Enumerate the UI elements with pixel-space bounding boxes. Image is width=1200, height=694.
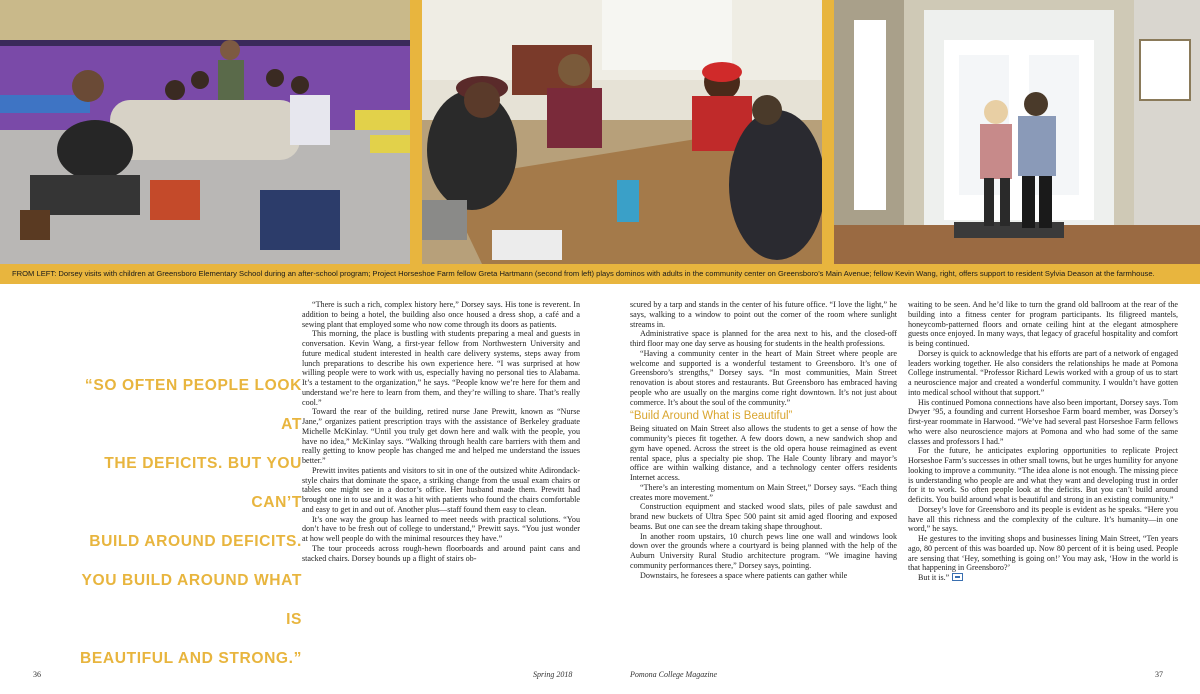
pull-quote-line: “SO OFTEN PEOPLE LOOK AT xyxy=(84,377,302,433)
paragraph: scured by a tarp and stands in the center of his future office. “I love the light,” he says, walking to a window to point out the corner of the room where sunlight streams in. xyxy=(630,300,897,329)
paragraph: For the future, he anticipates exploring opportunities to replicate Project Horseshoe Farm’s successes in other small towns, but he urges humility for anyone looking to improve a community. “The idea alone is not enough. The missing piece is understanding who people are and what they want and developing trust in order for it to work. So often people look at the deficits. But you can’t build around deficits. You build around what is beautiful and strong in an existing community.” xyxy=(908,446,1178,504)
farmhouse-photo xyxy=(834,0,1200,264)
paragraph: This morning, the place is bustling with students preparing a meal and guests in conversation. Kevin Wang, a first-year fellow from Northwestern University and future medical student interested in health care delivery systems, steps away from lunch preparations to describe his own experience here. “I was surprised at how willing people were to work with us, especially having no personal ties to Alabama. It’s a testament to the organization,” he says. “People know we’re here for them and understand we’re here to learn from them, and they’re willing to share. That’s really cool.” xyxy=(302,329,580,407)
magazine-title: Pomona College Magazine xyxy=(630,670,718,679)
page-number-left: 36 xyxy=(33,670,41,679)
paragraph: Being situated on Main Street also allows the students to get a sense of how the community’s pieces fit together. A few doors down, a new sandwich shop and gym have opened. Across the street is the old opera house reimagined as event rental space, plus a specialty pie shop. The Hale County library and mayor’s office are within walking distance, and a technology center offers residents Internet access. xyxy=(630,424,897,482)
paragraph-final xyxy=(908,573,1178,583)
paragraph: The tour proceeds across rough-hewn floorboards and around paint cans and stacked chairs. Dorsey bounds up a flight of stairs ob- xyxy=(302,543,580,563)
article-column-1 xyxy=(302,300,580,563)
paragraph: He gestures to the inviting shops and businesses lining Main Street, “Ten years ago, 80 percent of this was boarded up. Now 80 percent of it is being used. People are sensing that ‘Hey, something is going on!’ You may ask, ‘How in the world is that happening in Greensboro?’ xyxy=(908,534,1178,573)
paragraph: Administrative space is planned for the area next to his, and the closed-off third floor may one day serve as housing for students in the health professions. xyxy=(630,329,897,348)
pull-quote-line: BUILD AROUND DEFICITS. xyxy=(89,533,302,550)
paragraph: waiting to be seen. And he’d like to turn the grand old ballroom at the rear of the building into a fitness center for program participants. Its filigreed mantels, honeycomb-patterned floors and ornate ceiling hint at the elegant atmosphere guests once enjoyed. In many ways, that legacy of graceful hospitality and comfort is being continued. xyxy=(908,300,1178,348)
issue-label: Spring 2018 xyxy=(533,670,573,679)
photo-divider xyxy=(410,0,422,264)
paragraph: “Having a community center in the heart of Main Street where people are welcome and supported is a wonderful testament to Greensboro. It’s one of Greensboro’s strengths,” Dorsey says. “In most communities, Main Street renovation is about stores and restaurants. But Greensboro has embraced having people who are usually on the margins come right downtown. It’s not just about commerce. It’s about the soul of the community.” xyxy=(630,348,897,407)
end-mark-icon xyxy=(952,573,963,581)
paragraph: It’s one way the group has learned to meet needs with practical solutions. “You don’t have to be fresh out of college to understand,” Prewitt says. “You just wonder at how well people do with the minimal resources they have.” xyxy=(302,514,580,543)
classroom-photo xyxy=(0,0,410,264)
pull-quote xyxy=(80,366,302,678)
paragraph: Dorsey’s love for Greensboro and its people is evident as he speaks. “Here you have all this richness and the complexity of the culture. It’s humanity—in one word,” he says. xyxy=(908,504,1178,534)
community-center-photo xyxy=(422,0,822,264)
pull-quote-line: YOU BUILD AROUND WHAT IS xyxy=(81,572,302,628)
final-sentence: But it is.” xyxy=(918,573,950,582)
paragraph: Construction equipment and stacked wood slats, piles of pale sawdust and brand new buckets of Ultra Spec 500 paint sit amid aged flooring and exposed beams. But one can see the dream taking shape throughout. xyxy=(630,502,897,531)
paragraph: “There’s an interesting momentum on Main Street,” Dorsey says. “Each thing creates more movement.” xyxy=(630,482,897,502)
article-column-3 xyxy=(908,300,1178,583)
paragraph: Downstairs, he foresees a space where patients can gather while xyxy=(640,570,848,580)
photo-divider xyxy=(822,0,834,264)
paragraph: In another room upstairs, 10 church pews line one wall and windows look down over the grounds where a courtyard is being planned with the help of the Auburn University Rural Studio architecture program. “We imagine having community performances there,” Dorsey says, pointing. xyxy=(630,531,897,570)
paragraph: His continued Pomona connections have also been important, Dorsey says. Tom Dwyer ’95, a founding and current Horseshoe Farm board member, was Dorsey’s first-year roommate in Harwood. “We’ve had several past Horseshoe Farm fellows who were also neuroscience majors at Pomona and who had some of the same classes and professors I had.” xyxy=(908,397,1178,446)
page-number-right: 37 xyxy=(1155,670,1163,679)
pull-quote-line: BEAUTIFUL AND STRONG.” xyxy=(80,650,302,667)
section-subhead: “Build Around What is Beautiful” xyxy=(630,410,793,423)
photo-caption: FROM LEFT: Dorsey visits with children at Greensboro Elementary School during an after-school program; Project Horseshoe Farm fellow Greta Hartmann (second from left) plays dominos with adults in the community center on Greensboro’s Main Avenue; fellow Kevin Wang, right, offers support to resident Sylvia Deason at the farmhouse. xyxy=(0,264,1200,284)
paragraph: “There is such a rich, complex history here,” Dorsey says. His tone is reverent. In addition to being a hotel, the building also once housed a dress shop, a café and a sewing plant that employed some who now come through its doors as patients. xyxy=(302,300,580,329)
pull-quote-line: THE DEFICITS. BUT YOU CAN’T xyxy=(104,455,302,511)
paragraph: Prewitt invites patients and visitors to sit in one of the outsized white Adirondack-style chairs that dominate the space, a striking change from the usual exam chairs or tables one might see in a doctor’s office. Her husband made them. Prewitt had brought one in to use and it was a hit with patients who found the chairs comfortable and easy to get in and out of. Another plus—staff found them easy to clean. xyxy=(302,465,580,514)
article-column-2 xyxy=(630,300,897,580)
paragraph: Dorsey is quick to acknowledge that his efforts are part of a network of engaged leaders working together. He also considers the relationships he made at Pomona College instrumental. “Professor Richard Lewis worked with a group of us to start a neuroscience major and created a wonderful community. I wouldn’t have gotten into medical school without that support.” xyxy=(908,348,1178,397)
paragraph: Toward the rear of the building, retired nurse Jane Prewitt, known as “Nurse Jane,” organizes patient prescription trays with the assistance of Berkeley graduate Michelle McKinlay. “Until you truly get down here and walk with the people, you have no idea,” McKinlay says. “Walking through health care barriers with them and really getting to know people has changed me and helped me understand the issues better.” xyxy=(302,407,580,465)
